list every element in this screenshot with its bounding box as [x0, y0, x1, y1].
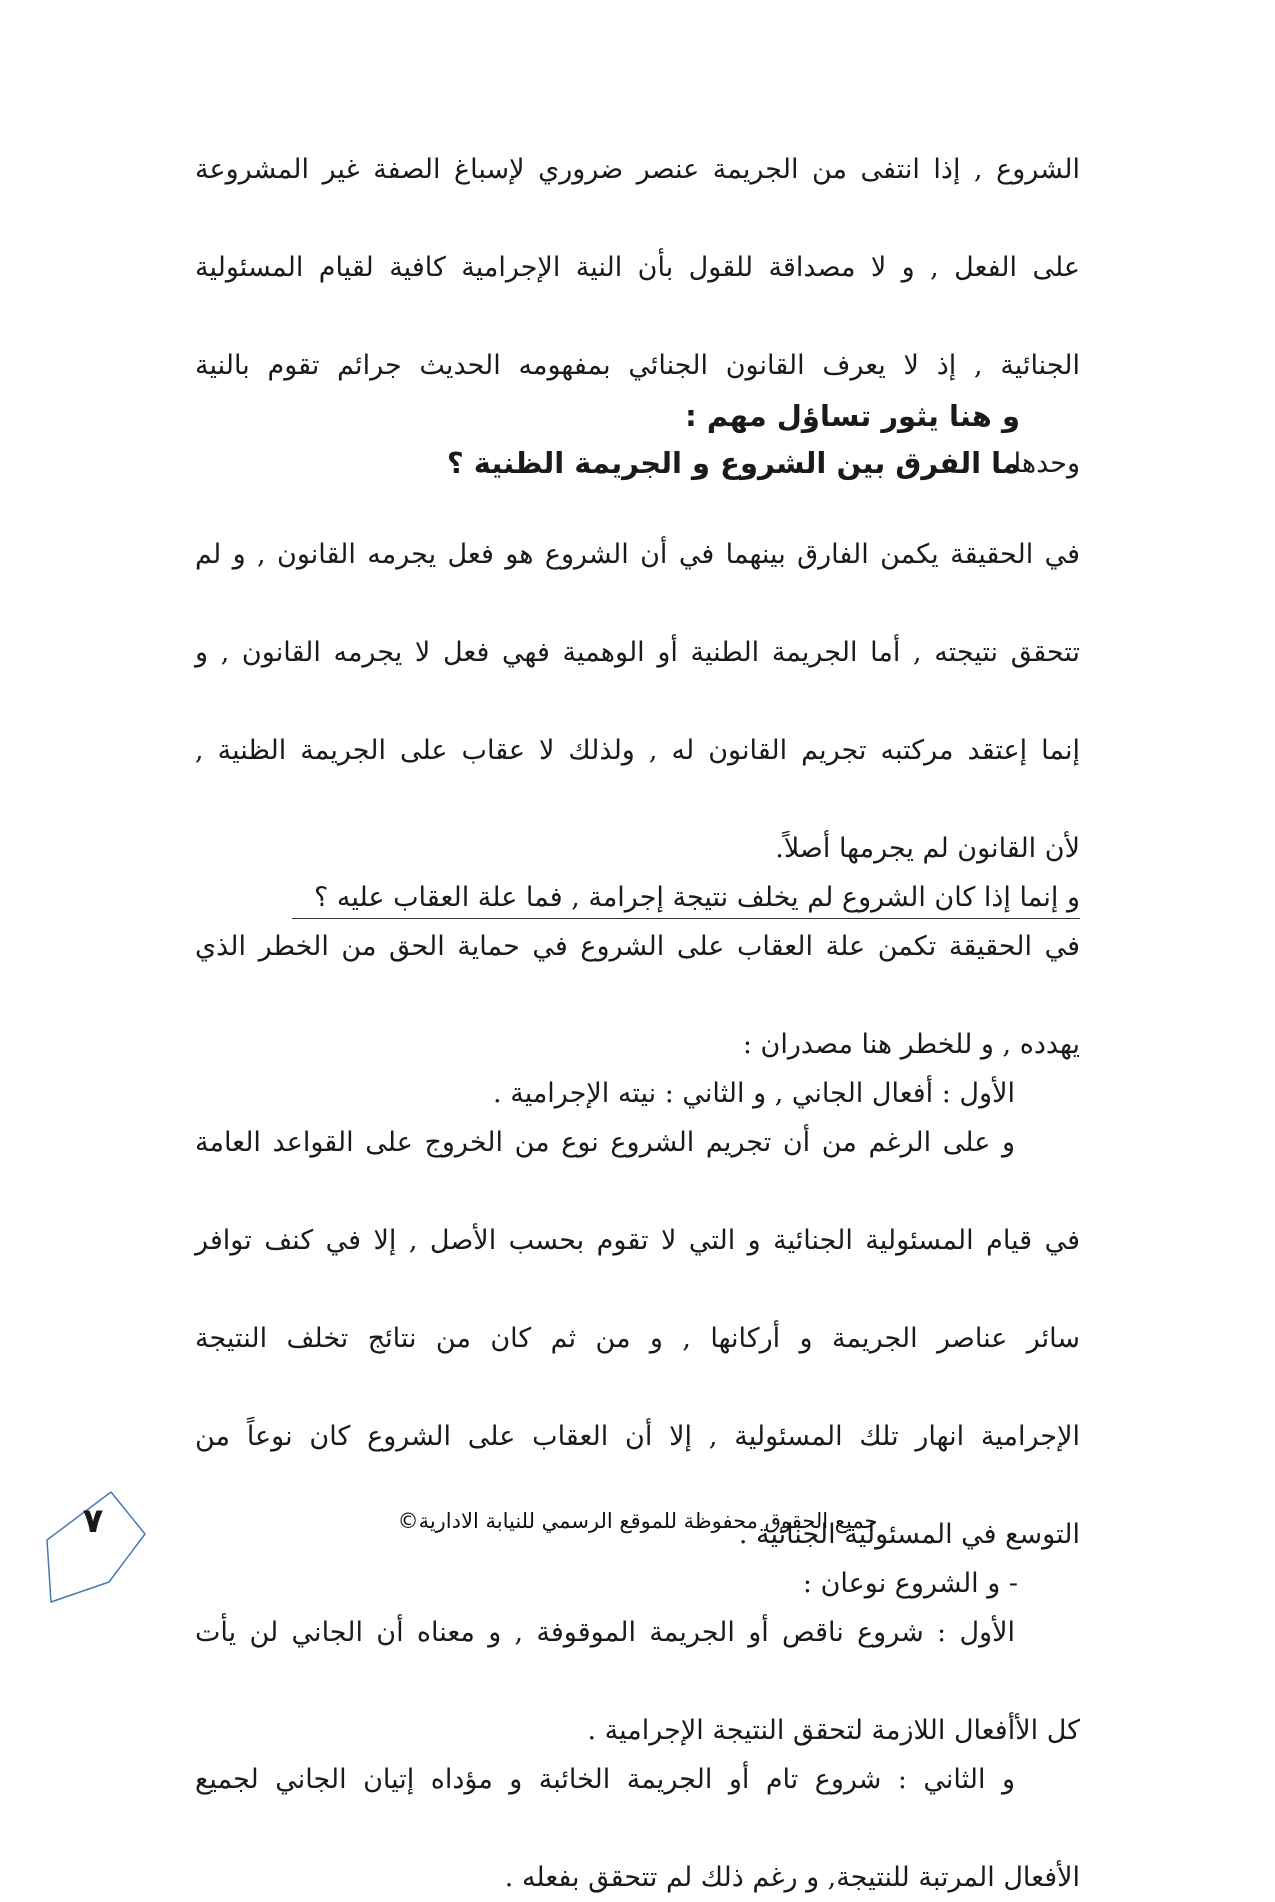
- question-line: [195, 873, 1080, 922]
- sources-line: الأول : أفعال الجاني , و الثاني : نيته الإجرامية .: [493, 1078, 1015, 1109]
- p1-line-1: في الحقيقة يكمن الفارق بينهما في أن الشروع هو فعل يجرمه القانون , و لم: [195, 539, 1080, 570]
- p1-line-2: تتحقق نتيجته , أما الجريمة الطنية أو الوهمية فهي فعل لا يجرمه القانون , و: [195, 637, 1080, 668]
- first-type-line-2: كل الأأفعال اللازمة لتحقق النتيجة الإجرامية .: [587, 1715, 1080, 1746]
- intro-line-4: وحدها .: [996, 448, 1080, 479]
- page-number: ٧: [82, 1501, 104, 1541]
- intro-line-3: الجنائية , إذ لا يعرف القانون الجنائي بمفهومه الحديث جرائم تقوم بالنية: [195, 350, 1080, 381]
- intro-line-1: الشروع , إذا انتفى من الجريمة عنصر ضروري لإسباغ الصفة غير المشروعة: [195, 154, 1080, 185]
- underlined-question: و إنما إذا كان الشروع لم يخلف نتيجة إجرامة , فما علة العقاب عليه ؟: [292, 878, 1080, 919]
- footer-copyright: جميع الحقوق محفوظة للموقع الرسمي للنيابة الادارية©: [397, 1509, 878, 1533]
- heading-line-1: و هنا يثور تساؤل مهم :: [685, 399, 1020, 433]
- p1-line-3: إنما إعتقد مركتبه تجريم القانون له , ولذلك لا عقاب على الجريمة الظنية ,: [195, 735, 1080, 766]
- types-line: - و الشروع نوعان :: [802, 1568, 1018, 1599]
- second-type-line-2: الأفعال المرتبة للنتيجة, و رغم ذلك لم تتحقق بفعله .: [504, 1862, 1080, 1893]
- p2-line-2: يهدده , و للخطر هنا مصدران :: [742, 1029, 1080, 1060]
- intro-line-2: على الفعل , و لا مصداقة للقول بأن النية الإجرامية كافية لقيام المسئولية: [195, 252, 1080, 283]
- p2-line-1: في الحقيقة تكمن علة العقاب على الشروع في حماية الحق من الخطر الذي: [195, 931, 1080, 962]
- heading-line-2: ما الفرق بين الشروع و الجريمة الظنية ؟: [446, 446, 1020, 480]
- p3-line-2: في قيام المسئولية الجنائية و التي لا تقوم بحسب الأصل , إلا في كنف توافر: [195, 1225, 1080, 1256]
- p3-line-5: التوسع في المسئولية الجنائية .: [738, 1519, 1080, 1550]
- p3-line-4: الإجرامية انهار تلك المسئولية , إلا أن العقاب على الشروع كان نوعاً من: [195, 1421, 1080, 1452]
- p1-line-4: لأن القانون لم يجرمها أصلاً.: [775, 833, 1080, 864]
- p3-line-1: و على الرغم من أن تجريم الشروع نوع من الخروج على القواعد العامة: [195, 1127, 1015, 1158]
- second-type-line-1: و الثاني : شروع تام أو الجريمة الخائبة و مؤداه إتيان الجاني لجميع: [195, 1764, 1015, 1795]
- section-heading: [220, 393, 1020, 487]
- body-section: [195, 530, 1080, 1902]
- first-type-line-1: الأول : شروع ناقص أو الجريمة الموقوفة , و معناه أن الجاني لن يأت: [195, 1617, 1015, 1648]
- p3-line-3: سائر عناصر الجريمة و أركانها , و من ثم كان من نتائج تخلف النتيجة: [195, 1323, 1080, 1354]
